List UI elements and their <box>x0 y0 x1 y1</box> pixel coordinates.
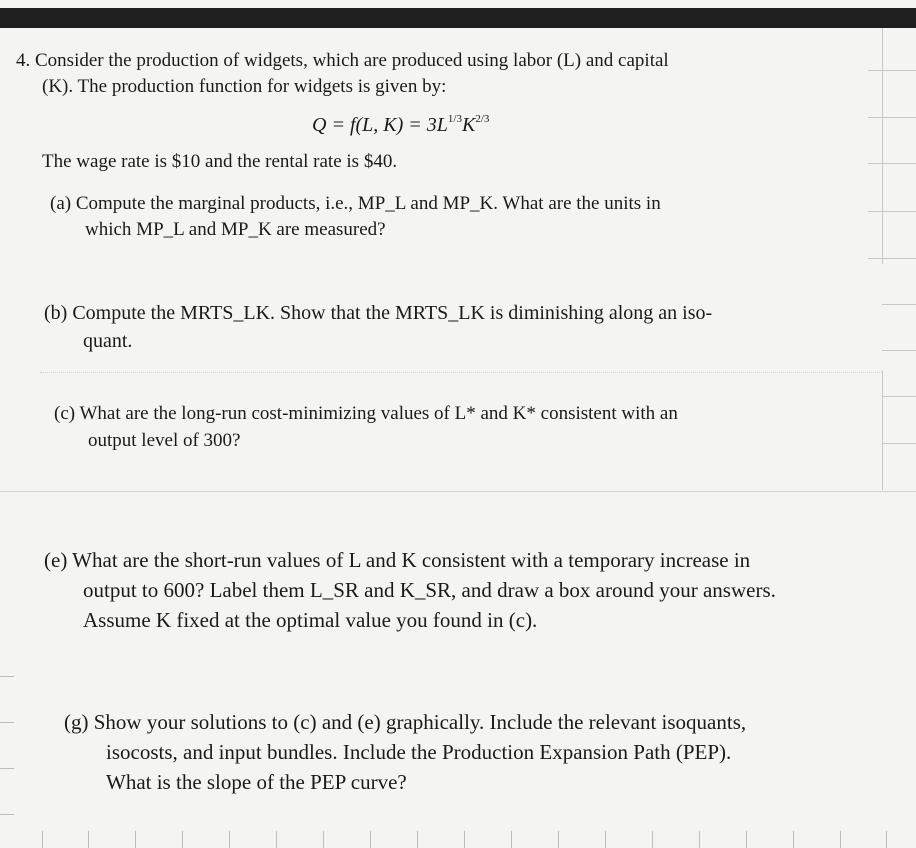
wage-rate-line: The wage rate is $10 and the rental rate is $40. <box>42 151 398 172</box>
top-dark-bar <box>0 8 916 28</box>
part-a-line-1: (a) Compute the marginal products, i.e., MP_L and MP_K. What are the units in <box>50 193 661 214</box>
left-margin-mark <box>0 676 14 677</box>
part-g-line-1: (g) Show your solutions to (c) and (e) graphically. Include the relevant isoquants, <box>64 710 747 734</box>
left-margin-mark <box>0 768 14 769</box>
equation-lhs: Q = f(L, K) = 3L <box>312 114 448 136</box>
part-b-line-1: (b) Compute the MRTS_LK. Show that the MRTS_LK is diminishing along an iso- <box>44 302 713 324</box>
left-margin-mark <box>0 814 14 815</box>
part-g-line-3: What is the slope of the PEP curve? <box>106 770 407 794</box>
part-e-line-2: output to 600? Label them L_SR and K_SR, and draw a box around your answers. <box>83 578 776 602</box>
intro-line-2: (K). The production function for widgets is given by: <box>42 76 447 97</box>
exponent-l: 1/3 <box>447 113 462 125</box>
section-divider <box>0 491 916 492</box>
part-e-line-1: (e) What are the short-run values of L and K consistent with a temporary increase in <box>44 548 751 572</box>
part-e-line-3: Assume K fixed at the optimal value you found in (c). <box>83 608 538 632</box>
dotted-rule <box>40 372 882 373</box>
part-c-line-2: output level of 300? <box>88 430 241 451</box>
equation-k: K <box>461 114 476 136</box>
production-function-equation <box>312 113 489 137</box>
left-margin-mark <box>0 722 14 723</box>
part-c-line-1: (c) What are the long-run cost-minimizing values of L* and K* consistent with an <box>54 403 678 424</box>
exponent-k: 2/3 <box>475 113 490 125</box>
part-g-line-2: isocosts, and input bundles. Include the Production Expansion Path (PEP). <box>106 740 732 764</box>
intro-line-1: 4. Consider the production of widgets, which are produced using labor (L) and capital <box>16 50 669 71</box>
part-a-line-2: which MP_L and MP_K are measured? <box>85 219 386 240</box>
part-b-line-2: quant. <box>83 330 133 352</box>
